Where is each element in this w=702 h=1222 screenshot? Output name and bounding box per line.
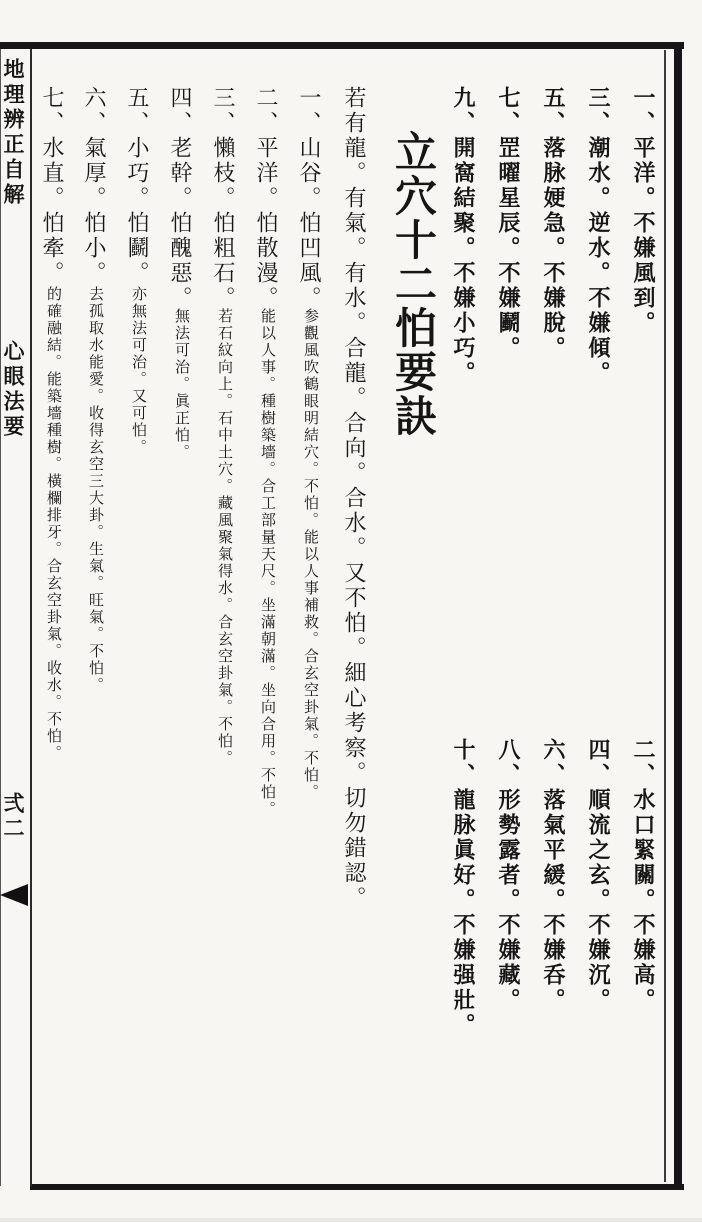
fear-7-note: 的確融結。能築墻種樹。橫欄排牙。合玄空卦氣。收水。不怕。 xyxy=(45,286,63,762)
page-border-top xyxy=(0,42,684,49)
fear-1-head: 一、山谷。怕凹風。 xyxy=(296,86,321,311)
book-subtitle: 心眼法要 xyxy=(1,340,26,440)
page-number: 弍二 xyxy=(1,792,26,842)
fear-5-note: 亦無法可治。又可怕。 xyxy=(130,286,148,456)
book-title: 地理辨正自解 xyxy=(1,58,26,208)
scan-edge xyxy=(0,1218,702,1222)
page-border-right-inner xyxy=(664,50,666,1182)
section-title: 立穴十二怕要訣 xyxy=(389,130,438,438)
fear-5-head: 五、小巧。怕鬬。 xyxy=(124,86,149,286)
verse-bottom-4: 四、順流之玄。不嫌沉。 xyxy=(585,738,611,1013)
fear-3-note: 若石紋向上。石中土穴。藏風聚氣得水。合玄空卦氣。不怕。 xyxy=(216,308,234,767)
verse-bottom-2: 二、水口緊關。不嫌高。 xyxy=(630,738,656,1013)
fear-1-note: 参觀風吹鶴眼明結穴。不怕。能以人事補救。合玄空卦氣。不怕。 xyxy=(302,308,320,801)
page-border-right xyxy=(674,42,682,1190)
fear-6-note: 去孤取水能愛。收得玄空三大卦。生氣。旺氣。不怕。 xyxy=(87,286,105,694)
verse-top-7: 七、罡曜星辰。不嫌鬬。 xyxy=(495,86,521,361)
margin-rule-outer xyxy=(0,49,1,1186)
fear-4-head: 四、老幹。怕醜惡。 xyxy=(167,86,192,311)
fear-6-head: 六、氣厚。怕小。 xyxy=(81,86,106,286)
verse-top-5: 五、落脉㛐急。不嫌脫。 xyxy=(540,86,566,361)
verse-bottom-10: 十、龍脉眞好。不嫌强壯。 xyxy=(450,738,476,1038)
verse-bottom-6: 六、落氣平緩。不嫌呑。 xyxy=(540,738,566,1013)
fear-2-head: 二、平洋。怕散漫。 xyxy=(253,86,278,311)
verse-top-9: 九、開窩結聚。不嫌小巧。 xyxy=(450,86,476,386)
verse-top-3: 三、潮水。逆水。不嫌傾。 xyxy=(585,86,611,386)
verse-bottom-8: 八、形勢露者。不嫌藏。 xyxy=(495,738,521,1013)
verse-top-1: 一、平洋。不嫌風到。 xyxy=(630,86,656,336)
fear-2-note: 能以人事。種樹築墻。合工部量天尺。坐滿朝滿。坐向合用。不怕。 xyxy=(259,308,277,818)
page-tab-marker xyxy=(0,884,28,906)
intro-line: 若有龍。有氣。有水。合龍。合向。合水。又不怕。細心考察。切勿錯認。 xyxy=(341,86,366,911)
page-border-bottom xyxy=(30,1184,684,1190)
fear-4-note: 無法可治。眞正怕。 xyxy=(173,308,191,461)
fear-3-head: 三、懶枝。怕粗石。 xyxy=(210,86,235,311)
margin-rule xyxy=(30,49,32,1186)
fear-7-head: 七、水直。怕牽。 xyxy=(39,86,64,286)
